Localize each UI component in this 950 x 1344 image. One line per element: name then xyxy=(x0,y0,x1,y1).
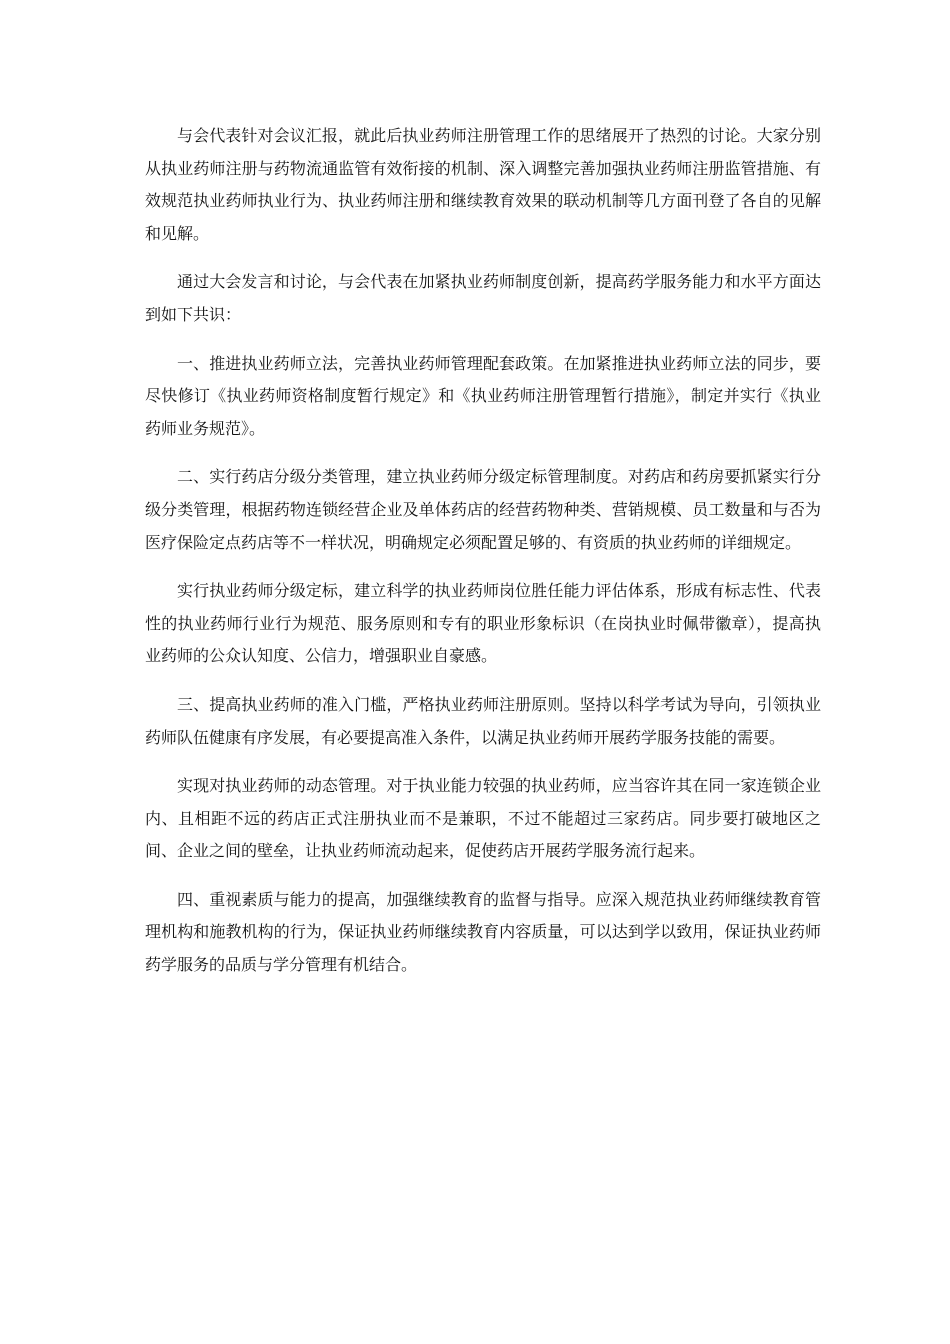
paragraph-point-one: 一、推进执业药师立法，完善执业药师管理配套政策。在加紧推进执业药师立法的同步，要尽快修订《执业药师资格制度暂行规定》和《执业药师注册管理暂行措施》，制定并实行《执业药师业务规范》。 xyxy=(145,353,821,438)
paragraph-consensus-intro: 通过大会发言和讨论，与会代表在加紧执业药师制度创新，提高药学服务能力和水平方面达到如下共识： xyxy=(145,272,821,324)
paragraph-point-two: 二、实行药店分级分类管理，建立执业药师分级定标管理制度。对药店和药房要抓紧实行分级分类管理，根据药物连锁经营企业及单体药店的经营药物种类、营销规模、员工数量和与否为医疗保险定点药店等不一样状况，明确规定必须配置足够的、有资质的执业药师的详细规定。 xyxy=(145,467,821,552)
paragraph-point-three-detail: 实现对执业药师的动态管理。对于执业能力较强的执业药师，应当容许其在同一家连锁企业内、且相距不远的药店正式注册执业而不是兼职，不过不能超过三家药店。同步要打破地区之间、企业之间的壁垒，让执业药师流动起来，促使药店开展药学服务流行起来。 xyxy=(145,776,821,861)
paragraph-discussion: 与会代表针对会议汇报，就此后执业药师注册管理工作的思绪展开了热烈的讨论。大家分别从执业药师注册与药物流通监管有效衔接的机制、深入调整完善加强执业药师注册监管措施、有效规范执业药师执业行为、执业药师注册和继续教育效果的联动机制等几方面刊登了各自的见解和见解。 xyxy=(145,126,821,243)
paragraph-point-two-detail: 实行执业药师分级定标，建立科学的执业药师岗位胜任能力评估体系，形成有标志性、代表性的执业药师行业行为规范、服务原则和专有的职业形象标识（在岗执业时佩带徽章），提高执业药师的公众认知度、公信力，增强职业自豪感。 xyxy=(145,581,821,666)
paragraph-point-three: 三、提高执业药师的准入门槛，严格执业药师注册原则。坚持以科学考试为导向，引领执业药师队伍健康有序发展，有必要提高准入条件，以满足执业药师开展药学服务技能的需要。 xyxy=(145,694,821,747)
document-body xyxy=(145,120,821,998)
paragraph-point-four: 四、重视素质与能力的提高，加强继续教育的监督与指导。应深入规范执业药师继续教育管理机构和施教机构的行为，保证执业药师继续教育内容质量，可以达到学以致用，保证执业药师药学服务的品质与学分管理有机结合。 xyxy=(145,889,821,975)
